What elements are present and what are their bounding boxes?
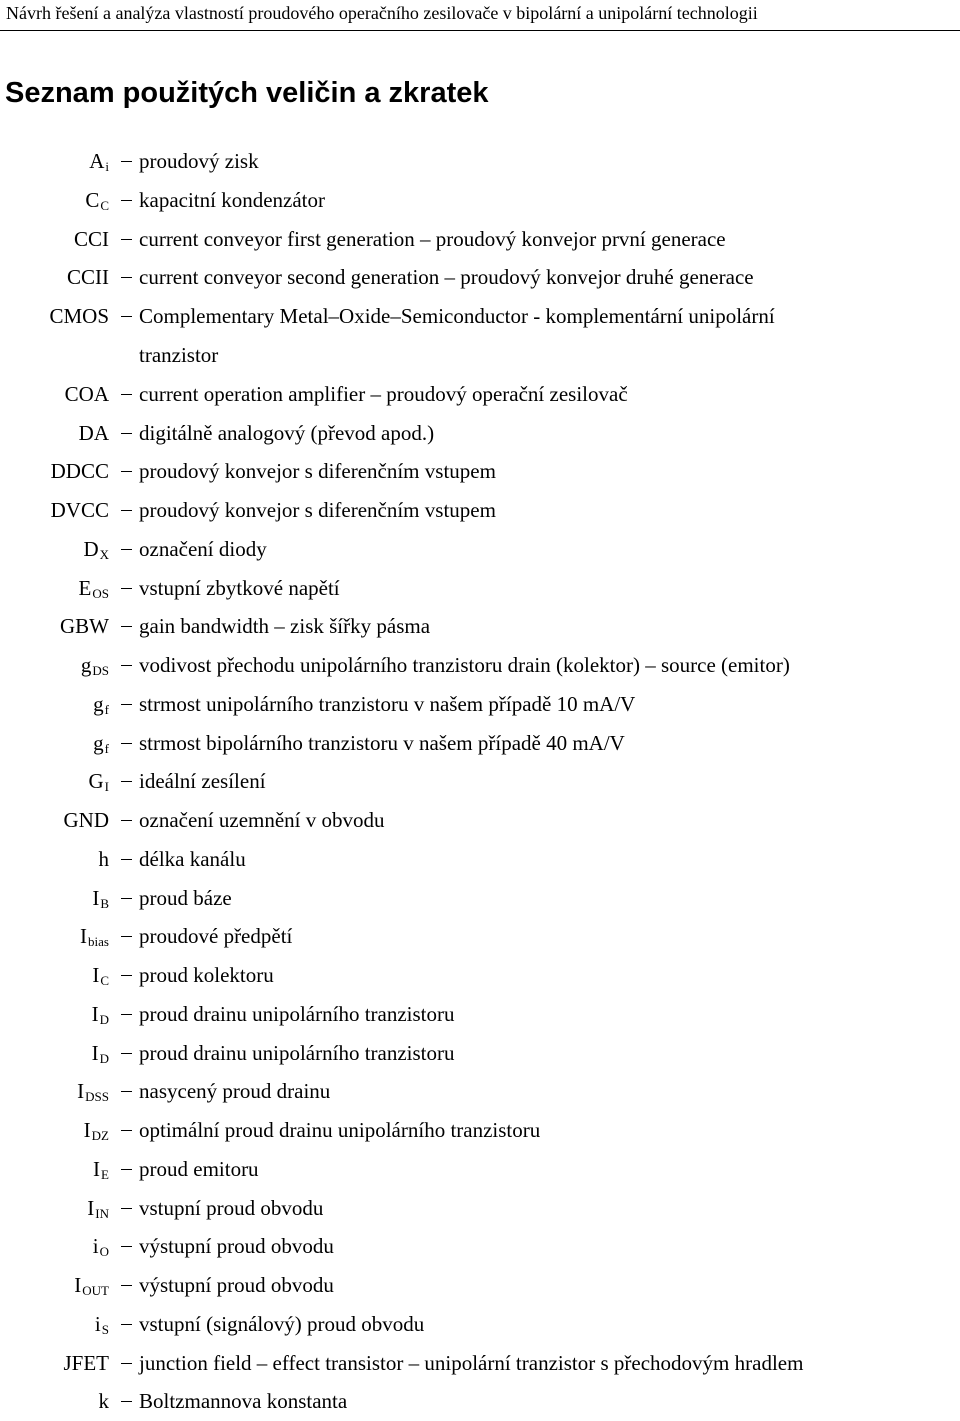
list-item (0, 879, 960, 918)
symbol-text: DDCC (50, 459, 109, 484)
abbreviation-description: ideální zesílení (139, 769, 266, 794)
abbreviation-symbol (83, 530, 109, 574)
symbol-text: I (77, 1079, 85, 1104)
abbreviation-symbol (79, 569, 109, 613)
separator-dash (121, 200, 132, 201)
list-item (0, 840, 960, 879)
abbreviation-symbol (85, 181, 109, 225)
list-item (0, 1382, 960, 1421)
abbreviation-symbol (74, 220, 109, 258)
separator-dash (121, 975, 132, 976)
separator-dash (121, 1285, 132, 1286)
abbreviation-description: vstupní zbytkové napětí (139, 575, 340, 600)
abbreviation-symbol (79, 414, 109, 452)
abbreviation-symbol (60, 607, 109, 645)
separator-dash (121, 1053, 132, 1054)
separator-dash (121, 433, 132, 434)
symbol-subscript: OUT (82, 1283, 109, 1298)
list-item (0, 1072, 960, 1111)
symbol-text: DA (78, 420, 109, 445)
list-item (0, 724, 960, 763)
abbreviation-symbol (51, 452, 109, 490)
symbol-subscript: I (104, 779, 109, 795)
abbreviation-description: digitálně analogový (převod apod.) (139, 420, 435, 445)
separator-dash (121, 394, 132, 395)
list-item (0, 995, 960, 1034)
abbreviation-symbol (92, 1034, 109, 1078)
list-item (0, 414, 960, 453)
abbreviation-symbol (51, 491, 109, 529)
symbol-subscript: O (99, 1244, 109, 1260)
abbreviation-description: strmost bipolárního tranzistoru v našem případě 40 mA/V (139, 730, 625, 755)
separator-dash (121, 549, 132, 550)
abbreviation-description: označení uzemnění v obvodu (139, 808, 385, 832)
separator-dash (121, 898, 132, 899)
list-item (0, 530, 960, 569)
abbreviation-description: proudový zisk (139, 149, 259, 173)
list-item (0, 336, 960, 375)
abbreviation-symbol (93, 685, 109, 729)
symbol-text: h (98, 846, 109, 871)
symbol-subscript: C (100, 973, 109, 988)
abbreviation-description: current conveyor first generation – proudový konvejor první generace (139, 226, 726, 251)
abbreviation-description: proud kolektoru (139, 963, 274, 987)
abbreviation-symbol (65, 375, 109, 413)
abbreviation-description: optimální proud drainu unipolárního tranzistoru (139, 1118, 541, 1142)
abbreviation-symbol (84, 1111, 109, 1155)
symbol-text: JFET (63, 1350, 109, 1375)
abbreviation-symbol (93, 1150, 109, 1194)
abbreviation-description: vstupní proud obvodu (139, 1195, 324, 1220)
abbreviation-list (0, 142, 960, 1421)
list-item (0, 1266, 960, 1305)
symbol-text: k (98, 1389, 109, 1414)
symbol-subscript: DZ (91, 1128, 109, 1143)
abbreviation-description: gain bandwidth – zisk šířky pásma (139, 614, 431, 639)
abbreviation-symbol (95, 1305, 109, 1349)
separator-dash (121, 277, 132, 278)
symbol-subscript: f (104, 701, 109, 717)
separator-dash (121, 936, 132, 937)
abbreviation-description: junction field – effect transistor – unipolární tranzistor s přechodovým hradlem (139, 1350, 804, 1375)
abbreviation-symbol (92, 995, 109, 1039)
abbreviation-description: proud drainu unipolárního tranzistoru (139, 1001, 455, 1026)
running-header: Návrh řešení a analýza vlastností proudového operačního zesilovače v bipolární a unipolární technologii (6, 3, 758, 23)
abbreviation-symbol (77, 1072, 109, 1116)
list-item (0, 297, 960, 336)
separator-dash (121, 1324, 132, 1325)
separator-dash (121, 820, 132, 821)
abbreviation-symbol (63, 1344, 109, 1382)
symbol-subscript: f (104, 740, 109, 756)
abbreviation-symbol (99, 1382, 110, 1420)
abbreviation-symbol (64, 801, 110, 839)
symbol-subscript: C (100, 197, 109, 213)
symbol-subscript: X (99, 546, 109, 562)
list-item (0, 258, 960, 297)
abbreviation-description: označení diody (139, 536, 267, 561)
abbreviation-description: tranzistor (139, 342, 219, 367)
symbol-text: g (80, 653, 92, 677)
abbreviation-description: Boltzmannova konstanta (139, 1389, 348, 1414)
symbol-subscript: bias (88, 934, 109, 950)
list-item (0, 1150, 960, 1189)
list-item (0, 452, 960, 491)
abbreviation-description: strmost unipolárního tranzistoru v našem případě 10 mA/V (139, 691, 636, 716)
separator-dash (121, 1363, 132, 1364)
separator-dash (121, 316, 132, 317)
separator-dash (121, 471, 132, 472)
symbol-text: I (92, 885, 100, 910)
abbreviation-symbol (80, 917, 109, 961)
abbreviation-description: nasycený proud drainu (139, 1079, 331, 1104)
symbol-subscript: D (99, 1011, 109, 1027)
separator-dash (121, 161, 132, 162)
separator-dash (121, 1246, 132, 1247)
symbol-text: i (94, 1311, 101, 1336)
separator-dash (121, 510, 132, 511)
list-item (0, 685, 960, 724)
symbol-text: I (92, 963, 100, 987)
symbol-text: I (87, 1195, 95, 1220)
separator-dash (121, 859, 132, 860)
list-item (0, 569, 960, 608)
separator-dash (121, 588, 132, 589)
abbreviation-symbol (87, 1189, 109, 1233)
symbol-text: g (93, 691, 104, 716)
separator-dash (121, 704, 132, 705)
list-item (0, 181, 960, 220)
separator-dash (121, 1014, 132, 1015)
section-title: Seznam použitých veličin a zkratek (5, 77, 489, 109)
symbol-subscript: OS (92, 585, 109, 601)
abbreviation-symbol (99, 840, 110, 878)
symbol-text: E (78, 575, 92, 600)
list-item (0, 762, 960, 801)
abbreviation-symbol (67, 258, 109, 296)
list-item (0, 491, 960, 530)
symbol-text: G (88, 769, 104, 794)
list-item (0, 607, 960, 646)
symbol-subscript: DSS (85, 1089, 109, 1105)
separator-dash (121, 1208, 132, 1209)
symbol-text: A (89, 149, 105, 173)
abbreviation-symbol (49, 297, 109, 335)
abbreviation-symbol (74, 1266, 109, 1310)
abbreviation-description: proud drainu unipolárního tranzistoru (139, 1040, 455, 1065)
list-item (0, 1305, 960, 1344)
separator-dash (121, 743, 132, 744)
symbol-text: CMOS (49, 304, 109, 328)
list-item (0, 1227, 960, 1266)
abbreviation-symbol (93, 724, 109, 768)
abbreviation-description: kapacitní kondenzátor (139, 187, 326, 212)
symbol-text: COA (64, 381, 109, 406)
symbol-text: C (85, 187, 100, 212)
list-item (0, 142, 960, 181)
separator-dash (121, 1130, 132, 1131)
list-item (0, 1111, 960, 1150)
abbreviation-symbol (92, 879, 109, 923)
separator-dash (121, 1401, 132, 1402)
list-item (0, 917, 960, 956)
symbol-text: CCII (67, 265, 109, 290)
abbreviation-description: výstupní proud obvodu (139, 1234, 334, 1259)
abbreviation-description: výstupní proud obvodu (139, 1273, 334, 1297)
abbreviation-symbol (93, 1227, 109, 1271)
header-rule (0, 30, 960, 31)
symbol-text: i (92, 1234, 99, 1259)
separator-dash (121, 665, 132, 666)
separator-dash (121, 781, 132, 782)
abbreviation-symbol (89, 142, 109, 186)
abbreviation-description: proudové předpětí (139, 924, 293, 949)
symbol-text: I (74, 1273, 82, 1297)
symbol-text: g (93, 730, 104, 755)
list-item (0, 220, 960, 259)
abbreviation-description: proudový konvejor s diferenčním vstupem (139, 459, 496, 484)
symbol-subscript: S (101, 1321, 109, 1337)
symbol-text: CCI (73, 226, 109, 251)
abbreviation-description: proud báze (139, 885, 232, 910)
symbol-text: I (93, 1156, 101, 1181)
symbol-text: I (91, 1040, 99, 1065)
abbreviation-description: délka kanálu (139, 846, 246, 871)
list-item (0, 1344, 960, 1383)
abbreviation-symbol (88, 762, 109, 806)
symbol-subscript: DS (92, 663, 109, 678)
symbol-text: I (91, 1001, 99, 1026)
list-item (0, 801, 960, 840)
abbreviation-description: vstupní (signálový) proud obvodu (139, 1311, 425, 1336)
separator-dash (121, 626, 132, 627)
list-item (0, 375, 960, 414)
symbol-text: GND (63, 808, 109, 832)
abbreviation-description: current operation amplifier – proudový operační zesilovač (139, 381, 628, 406)
separator-dash (121, 1091, 132, 1092)
abbreviation-description: proud emitoru (139, 1156, 259, 1181)
abbreviation-description: current conveyor second generation – proudový konvejor druhé generace (139, 265, 754, 290)
symbol-text: I (83, 1118, 91, 1142)
symbol-text: I (80, 924, 88, 949)
symbol-subscript: B (100, 895, 109, 911)
symbol-text: DVCC (50, 498, 109, 522)
abbreviation-symbol (81, 646, 109, 690)
symbol-subscript: E (101, 1166, 109, 1182)
list-item (0, 956, 960, 995)
symbol-subscript: D (99, 1050, 109, 1066)
list-item (0, 1034, 960, 1073)
abbreviation-description: Complementary Metal–Oxide–Semiconductor - komplementární unipolární (139, 304, 775, 328)
separator-dash (121, 239, 132, 240)
list-item (0, 646, 960, 685)
separator-dash (121, 1169, 132, 1170)
symbol-subscript: IN (95, 1205, 109, 1221)
abbreviation-symbol (92, 956, 109, 1000)
symbol-text: D (83, 536, 99, 561)
abbreviation-description: proudový konvejor s diferenčním vstupem (139, 498, 496, 522)
symbol-text: GBW (60, 614, 109, 639)
list-item (0, 1189, 960, 1228)
abbreviation-description: vodivost přechodu unipolárního tranzistoru drain (kolektor) – source (emitor) (139, 653, 790, 677)
symbol-subscript: i (105, 159, 109, 174)
